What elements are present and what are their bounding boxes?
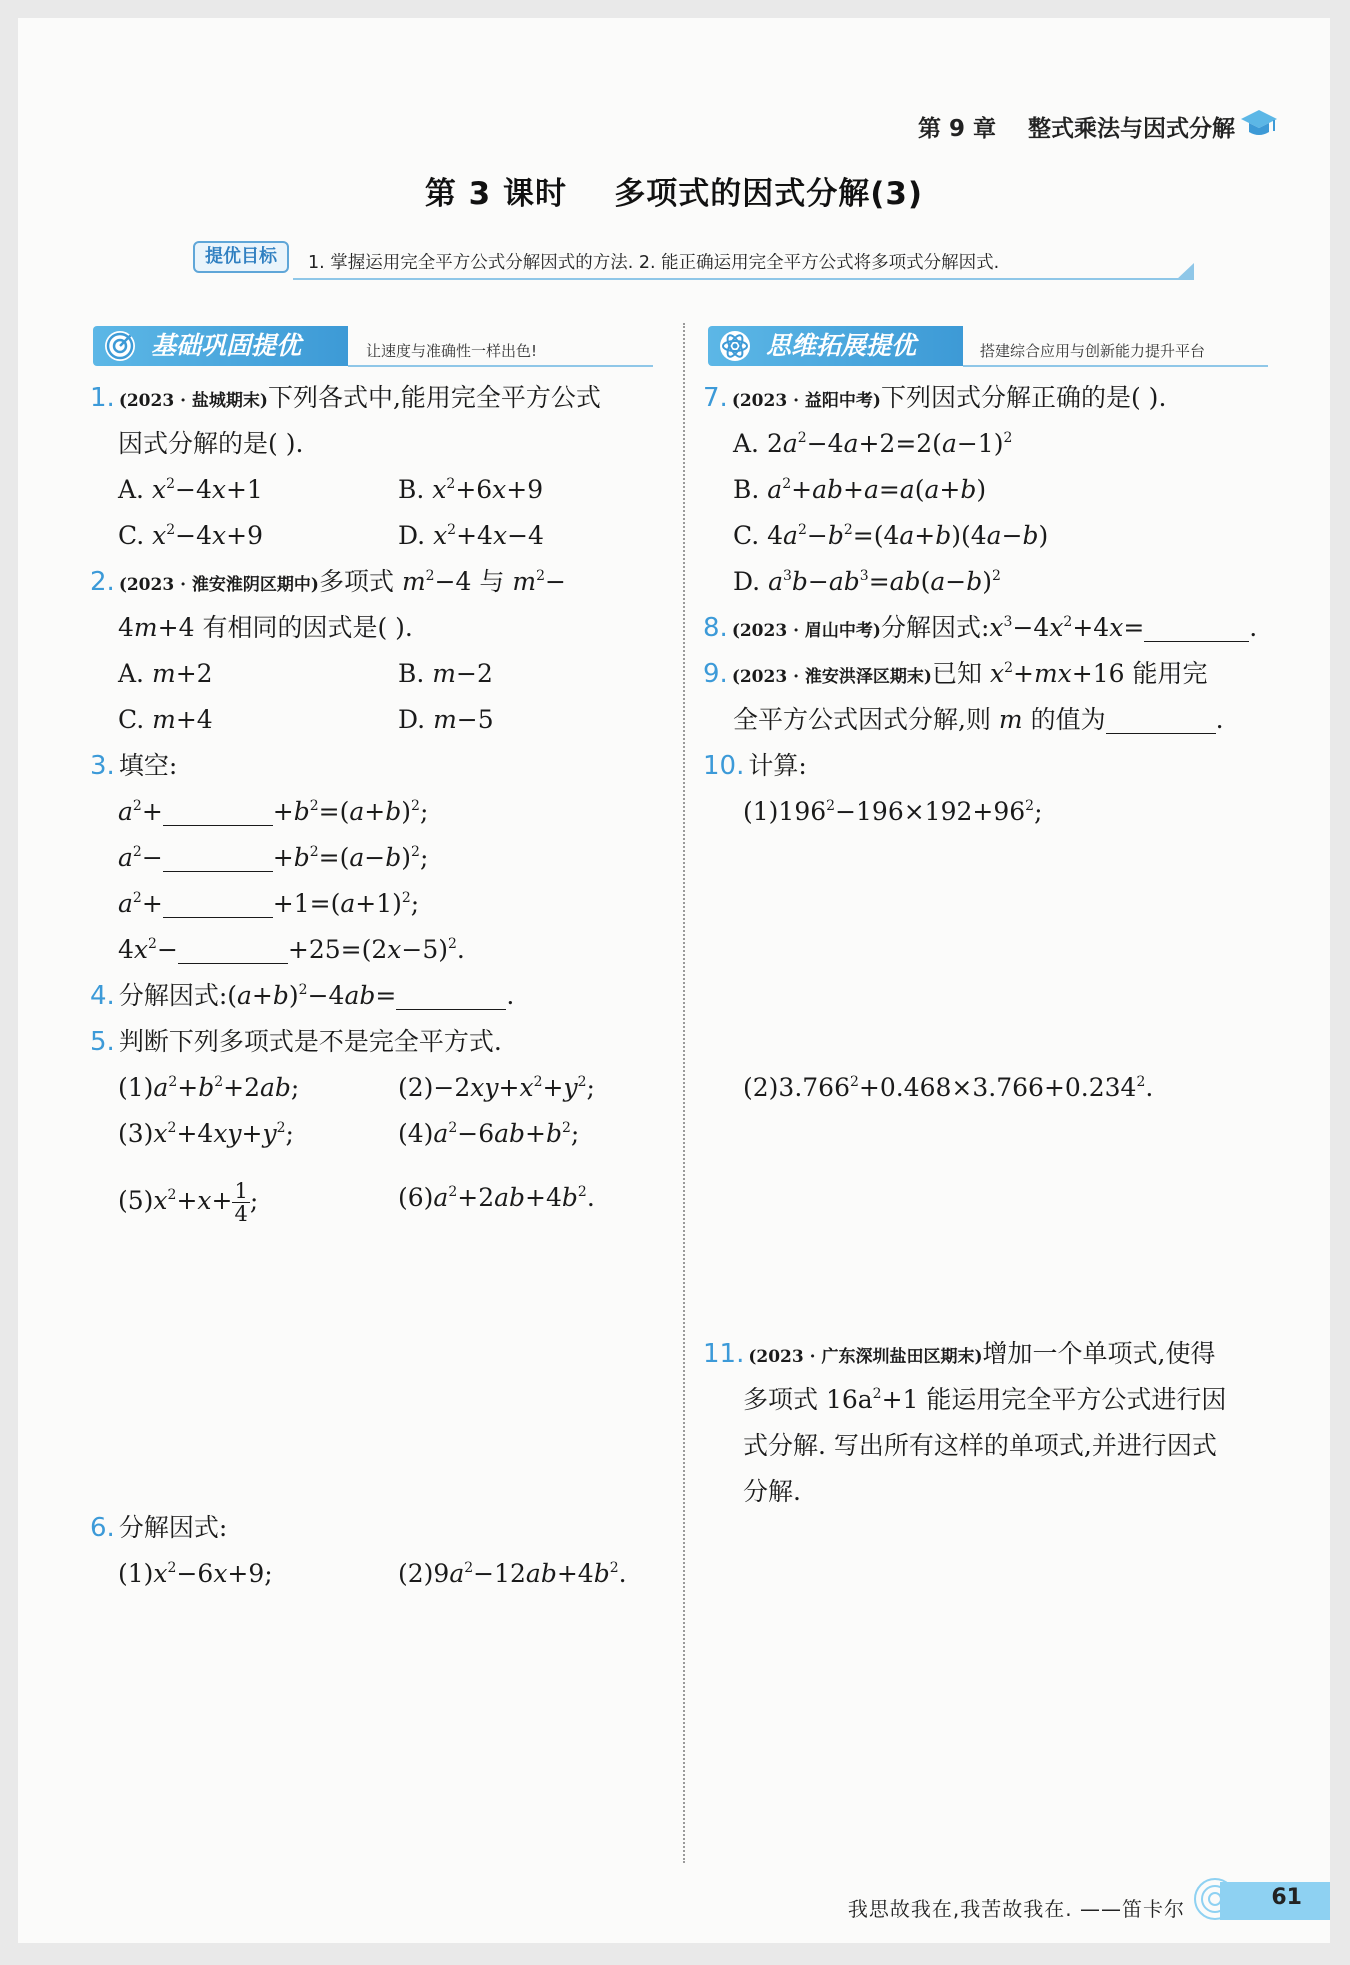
question-number: 5.: [90, 1027, 115, 1057]
section-title-extension: 思维拓展提优: [766, 331, 917, 360]
answer-blank[interactable]: [163, 889, 273, 918]
q5-item-6: $(6)a^2+2ab+4b^2$.: [398, 1183, 595, 1212]
goal-corner-decoration: [1176, 263, 1194, 280]
q7-option-c[interactable]: C. $4a^2-b^2=(4a+b)(4a-b)$: [733, 521, 1049, 550]
answer-blank[interactable]: [163, 797, 273, 826]
question-2: 2. (2023 · 淮安淮阴区期中)多项式 $m^2-4$ 与 $m^2-$: [90, 567, 566, 597]
question-source: (2023 · 淮安淮阴区期中): [118, 575, 319, 595]
answer-blank[interactable]: [1144, 613, 1249, 642]
question-number: 1.: [90, 383, 115, 413]
q3-fill-4: $4x^2- +25=(2x-5)^2$.: [118, 935, 465, 964]
question-3: 3. 填空:: [90, 751, 178, 781]
goal-underline: [293, 278, 1188, 280]
question-number: 10.: [703, 751, 745, 781]
question-6: 6. 分解因式:: [90, 1513, 228, 1543]
q1-option-a[interactable]: A. $x^2-4x+1$: [118, 475, 263, 504]
question-source: (2023 · 淮安洪泽区期末): [731, 667, 932, 687]
footer-quote: 我思故我在,我苦故我在. ——笛卡尔: [847, 1897, 1185, 1921]
question-number: 4.: [90, 981, 115, 1011]
question-8: 8. (2023 · 眉山中考)分解因式$:x^3-4x^2+4x=$ .: [703, 613, 1258, 643]
q6-item-1: $(1)x^2-6x+9$;: [118, 1559, 273, 1588]
q3-fill-1: $a^2+ +b^2=(a+b)^2$;: [118, 797, 429, 826]
question-9-stem-cont: 全平方公式因式分解,则 m 的值为 .: [733, 705, 1224, 734]
question-11-stem-cont-2: 式分解. 写出所有这样的单项式,并进行因式: [743, 1431, 1217, 1460]
q10-item-2: $(2)3.766^2+0.468\times 3.766+0.234^2$.: [743, 1073, 1154, 1102]
q3-fill-2: $a^2- +b^2=(a-b)^2$;: [118, 843, 429, 872]
q5-item-1: $(1)a^2+b^2+2ab$;: [118, 1073, 300, 1102]
q10-item-1: $(1)196^2-196\times 192+96^2$;: [743, 797, 1043, 826]
question-7: 7. (2023 · 益阳中考)下列因式分解正确的是( ).: [703, 383, 1167, 413]
question-1: [90, 380, 601, 419]
question-number: 11.: [703, 1339, 745, 1369]
answer-blank[interactable]: [163, 843, 273, 872]
q6-item-2: $(2)9a^2-12ab+4b^2$.: [398, 1559, 627, 1588]
q7-option-d[interactable]: D. $a^3b-ab^3=ab(a-b)^2$: [733, 567, 1001, 596]
question-number: 7.: [703, 383, 728, 413]
section-rule-basic: [348, 365, 653, 367]
question-number: 9.: [703, 659, 728, 689]
column-divider: [683, 323, 685, 1863]
q2-option-a[interactable]: A. m+2: [118, 659, 213, 688]
section-band-extension: [708, 326, 963, 366]
question-number: 8.: [703, 613, 728, 643]
question-source: (2023 · 益阳中考): [731, 391, 881, 411]
answer-blank[interactable]: [1106, 705, 1216, 734]
q2-option-c[interactable]: C. m+4: [118, 705, 213, 734]
question-10: 10. 计算:: [703, 751, 807, 781]
q1-option-d[interactable]: D. $x^2+4x-4$: [398, 521, 544, 550]
q2-option-d[interactable]: D. m−5: [398, 705, 494, 734]
question-11: 11. (2023 · 广东深圳盐田区期末)增加一个单项式,使得: [703, 1339, 1216, 1369]
target-icon: [105, 331, 135, 361]
question-source: (2023 · 广东深圳盐田区期末): [748, 1347, 983, 1367]
goal-text: 1. 掌握运用完全平方公式分解因式的方法. 2. 能正确运用完全平方公式将多项式分解因式.: [308, 253, 1000, 273]
q2-option-b[interactable]: B. m−2: [398, 659, 493, 688]
question-11-stem-cont-3: 分解.: [743, 1477, 801, 1506]
q5-item-3: $(3)x^2+4xy+y^2$;: [118, 1119, 294, 1148]
q7-option-b[interactable]: B. $a^2+ab+a=a(a+b)$: [733, 475, 987, 504]
question-1-stem-cont: 因式分解的是( ).: [118, 429, 304, 458]
goal-tag: 提优目标: [193, 241, 289, 273]
section-subtitle-extension: 搭建综合应用与创新能力提升平台: [980, 342, 1206, 360]
section-band-basic: [93, 326, 348, 366]
question-9: 9. (2023 · 淮安洪泽区期末)已知 $x^2+mx+16$ 能用完: [703, 659, 1208, 689]
q5-item-4: $(4)a^2-6ab+b^2$;: [398, 1119, 580, 1148]
q1-option-c[interactable]: C. $x^2-4x+9$: [118, 521, 263, 550]
q5-item-5: $(5)x^2+x+$ $\frac{1}{4}$ ;: [118, 1179, 259, 1226]
atom-icon: [720, 331, 750, 361]
lesson-title: 第 3 课时 多项式的因式分解(3): [424, 176, 924, 212]
q3-fill-3: $a^2+ +1=(a+1)^2$;: [118, 889, 420, 918]
worksheet-page: [18, 18, 1330, 1943]
section-subtitle-basic: 让速度与准确性一样出色!: [366, 342, 538, 360]
question-number: 6.: [90, 1513, 115, 1543]
question-number: 2.: [90, 567, 115, 597]
answer-blank[interactable]: [396, 981, 506, 1010]
swirl-decoration-icon: [1192, 1876, 1238, 1922]
graduation-cap-icon: [1240, 106, 1278, 140]
question-11-stem-cont-1: 多项式 $16a^2+1$ 能运用完全平方公式进行因: [743, 1385, 1227, 1414]
answer-blank[interactable]: [178, 935, 288, 964]
question-2-stem-cont: 4m+4 有相同的因式是( ).: [118, 613, 413, 642]
question-number: 3.: [90, 751, 115, 781]
question-5: 5. 判断下列多项式是不是完全平方式.: [90, 1027, 502, 1057]
question-source: (2023 · 眉山中考): [731, 621, 881, 641]
question-stem: 下列各式中,能用完全平方公式: [267, 383, 601, 412]
question-source: (2023 · 盐城期末): [118, 391, 268, 411]
q1-option-b[interactable]: B. $x^2+6x+9$: [398, 475, 544, 504]
q7-option-a[interactable]: A. $2a^2-4a+2=2(a-1)^2$: [733, 429, 1013, 458]
question-4: 4. 分解因式$:(a+b)^2-4ab=$ .: [90, 981, 515, 1011]
page-number: 61: [1271, 1885, 1302, 1910]
section-title-basic: 基础巩固提优: [151, 331, 302, 360]
chapter-header: 第 9 章 整式乘法与因式分解: [917, 116, 1235, 142]
q5-item-2: $(2)-2xy+x^2+y^2$;: [398, 1073, 595, 1102]
section-rule-extension: [963, 365, 1268, 367]
